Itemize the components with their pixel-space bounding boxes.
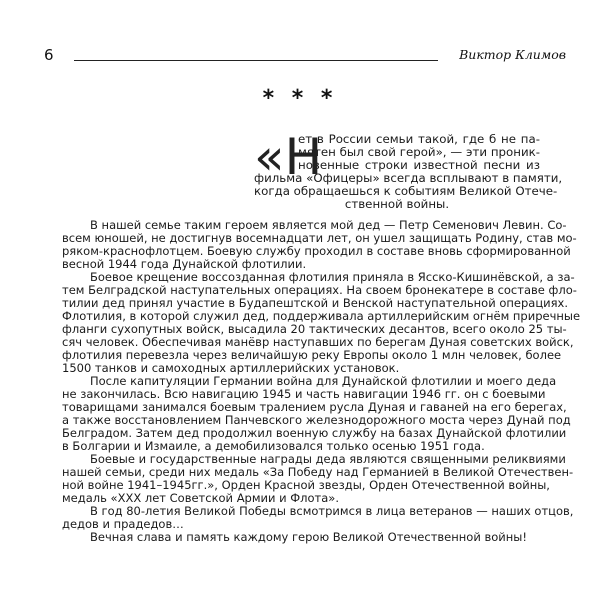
text-line: 1500 танков и самоходных артиллерийских установок. — [62, 361, 400, 375]
text-line: всем юношей, не достигнув восемнадцати лет, он ушел защищать Родину, став мо- — [62, 231, 577, 245]
text-line: в Болгарии и Измаиле, а демобилизовался только осенью 1951 года. — [62, 439, 485, 453]
text-line: ной войне 1941–1945гг.», Орден Красной звезды, Орден Отечественной войны, — [62, 478, 550, 492]
text-line: Боевые и государственные награды деда являются священными реликвиями — [90, 452, 566, 466]
text-line: флотилия перевезла через величайшую реку Европы около 1 млн человек, более — [62, 348, 562, 362]
text-line: сяч человек. Обеспечивая манёвр наступавших по берегам Дуная советских войск, — [62, 335, 574, 349]
section-ornament: * * * — [262, 86, 338, 111]
paragraph — [62, 452, 574, 505]
epigraph — [254, 128, 563, 212]
text-line: Боевое крещение воссозданная флотилия приняла в Ясско-Кишинёвской, а за- — [90, 270, 575, 284]
body-text — [62, 218, 581, 544]
page-header — [40, 46, 566, 68]
header-rule — [74, 60, 438, 61]
text-line: дедов и прадедов… — [62, 517, 184, 531]
text-line: медаль «XXX лет Советской Армии и Флота». — [62, 491, 339, 505]
text-line: После капитуляции Германии война для Дунайской флотилии и моего деда — [90, 374, 557, 388]
running-head-author: Виктор Климов — [459, 47, 566, 62]
text-line: а также восстановлением Панчевского железнодорожного моста через Дунай под — [62, 413, 571, 427]
page-number: 6 — [44, 46, 54, 64]
text-line: Вечная слава и память каждому герою Великой Отечественной войны! — [90, 530, 527, 544]
epigraph-line: ет в России семьи такой, где б не па- — [298, 132, 540, 146]
text-line: В нашей семье таким героем является мой дед — Петр Семенович Левин. Со- — [90, 218, 567, 232]
text-line: тем Белградской наступательных операциях. На своем бронекатере в составе фло- — [62, 283, 577, 297]
epigraph-line: фильма «Офицеры» всегда всплывают в памяти, — [254, 171, 563, 186]
text-line: фланги сухопутных войск, высадила 20 тактических десантов, всего около 25 ты- — [62, 322, 567, 336]
epigraph-line: когда обращаешься к событиям Великой Отече- — [254, 184, 558, 199]
drop-cap: «Н — [254, 128, 323, 186]
text-line: не закончилась. Всю навигацию 1945 и часть навигации 1946 гг. он с боевыми — [62, 387, 546, 401]
text-line: тилии дед принял участие в Будапештской и Венской наступательной операциях. — [62, 296, 568, 310]
paragraph — [62, 270, 581, 375]
paragraph — [62, 218, 577, 271]
text-line: В год 80-летия Великой Победы всмотримся в лица ветеранов — наших отцов, — [90, 504, 574, 518]
text-line: нашей семьи, среди них медаль «За Победу над Германией в Великой Отечествен- — [62, 465, 574, 479]
text-line: товарищами занимался боевым тралением русла Дуная и гаваней на его берегах, — [62, 400, 567, 414]
epigraph-line: мятен был свой герой», — эти проник- — [298, 145, 540, 160]
epigraph-line: ственной войны. — [344, 197, 450, 212]
text-line: Белградом. Затем дед продолжил военную службу на базах Дунайской флотилии — [62, 426, 567, 440]
text-line: Флотилия, в которой служил дед, поддерживала артиллерийским огнём приречные — [62, 309, 581, 323]
epigraph-line: новенные строки известной песни из — [298, 158, 540, 173]
text-line: ряком-краснофлотцем. Боевую службу проходил в составе вновь сформированной — [62, 244, 571, 258]
paragraph — [62, 374, 571, 453]
text-line: весной 1944 года Дунайской флотилии. — [62, 257, 307, 271]
paragraph — [62, 504, 574, 531]
paragraph — [62, 531, 540, 544]
